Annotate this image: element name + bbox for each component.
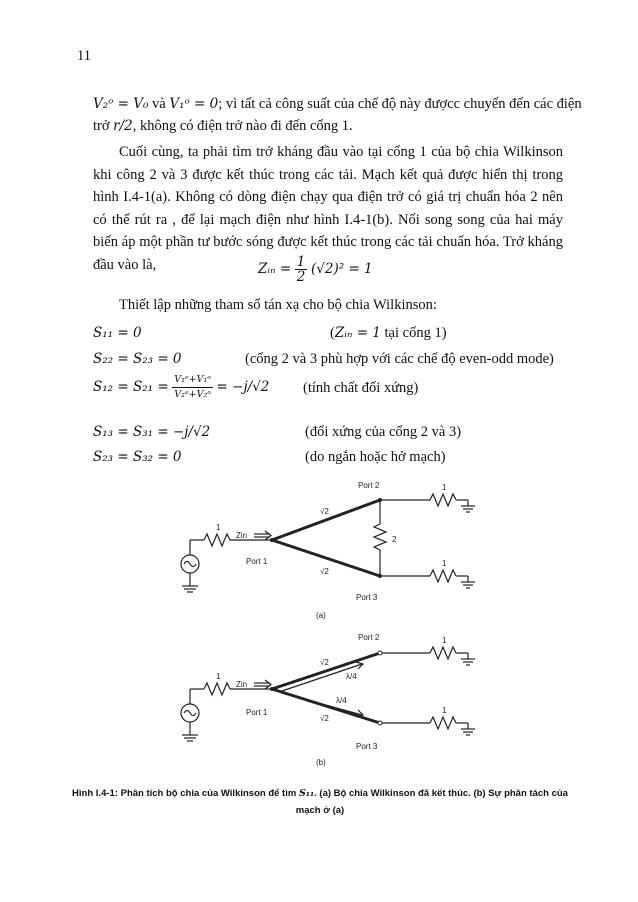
s22-note: (cổng 2 và 3 phù hợp với các chế độ even-odd mode): [245, 351, 554, 367]
para3: Thiết lập những tham số tán xạ cho bộ chia Wilkinson:: [119, 297, 437, 313]
caption-post: . (a) Bộ chia Wilkinson đã kết thúc. (b) Sự phân tách của mạch ở (a): [295, 788, 568, 816]
fig-a-resistor-label: 2: [392, 535, 397, 544]
zin-equation: [258, 254, 373, 284]
para1-line2-rest: , không có điện trở nào đi đến cổng 1.: [132, 118, 353, 134]
fig-a-load-bottom: 1: [442, 559, 447, 568]
fig-b-source-r: 1: [216, 672, 221, 681]
zin-frac-den: 2: [296, 269, 306, 286]
fig-b-load-bottom: 1: [442, 706, 447, 715]
s11-note-math: Zᵢₙ = 1: [334, 325, 381, 341]
s13-note: (đối xứng của cổng 2 và 3): [305, 424, 462, 440]
math-r2: r/2: [113, 118, 133, 134]
fig-b-port3: Port 3: [356, 742, 378, 751]
para2: Cuối cùng, ta phải tìm trở kháng đầu vào tại cổng 1 của bộ chia Wilkinson khi công 2 và 3 được kết thúc trong các tải. Mạch kết quả được hiển thị trong hình I.4-1(a). Không có dòng điện chạy qua điện trở có giá trị chuẩn hóa 2 nên có thể rút ra , để lại mạch điện như hình I.4-1(b). Nối song song của hai máy biến áp một phần tư bước sóng được kết thúc trong các tải chuẩn hóa. Trở kháng đầu vào là,: [93, 144, 563, 273]
fig-a-port2: Port 2: [358, 481, 380, 490]
s22-eq: [93, 350, 182, 368]
s23-math: S₂₃ = S₃₂ = 0: [93, 449, 182, 465]
fig-a-source-r: 1: [216, 523, 221, 532]
s11-note: (Zᵢₙ = 1 tại cổng 1): [330, 325, 447, 341]
math-v1o: V₁ᵒ = 0: [169, 96, 219, 112]
fig-b-sublabel: (b): [316, 758, 326, 767]
s11-eq: [93, 324, 142, 342]
fig-b-port2: Port 2: [358, 633, 380, 642]
s23-note: (do ngắn hoặc hở mạch): [305, 449, 446, 465]
fig-a-load-top: 1: [442, 483, 447, 492]
fig-a-port1: Port 1: [246, 557, 268, 566]
zin-frac-num: 1: [296, 254, 306, 271]
para1-line1-rest: ; vì tất cả công suất của chế độ này đượcc chuyển đến các điện: [218, 96, 582, 112]
fig-b-line-bottom: √2: [320, 714, 329, 723]
fig-a-line-bottom: √2: [320, 567, 329, 576]
fig-a-line-top: √2: [320, 507, 329, 516]
figure-caption: [70, 785, 570, 819]
s12-note: (tính chất đối xứng): [303, 380, 419, 396]
zin-fraction: [295, 255, 308, 284]
para1-line2: [93, 117, 353, 135]
caption-math: S₁₁: [298, 788, 315, 799]
s12-eq: [93, 372, 269, 402]
fig-b-port1: Port 1: [246, 708, 268, 717]
s12-math-post: = −j/√2: [216, 379, 270, 395]
figure-a-circuit: [170, 476, 480, 624]
fig-b-load-top: 1: [442, 636, 447, 645]
s11-math: S₁₁ = 0: [93, 325, 142, 341]
s13-eq: [93, 423, 210, 441]
s13-math: S₁₃ = S₃₁ = −j/√2: [93, 424, 211, 440]
para1-line2-pre: trở: [93, 118, 114, 134]
s12-frac-den: V₂ᵉ+V₂ᵒ: [174, 389, 211, 401]
s11-note-text: tại cổng 1): [380, 325, 447, 341]
fig-b-lambda-bottom: λ/4: [336, 696, 347, 705]
figure-b-circuit: [170, 627, 480, 769]
fig-a-port3: Port 3: [356, 593, 378, 602]
page-number: 11: [77, 48, 91, 64]
caption-pre: Hình I.4-1: Phân tích bộ chia của Wilkinson để tìm: [72, 788, 299, 799]
fig-b-zin: Zin: [236, 680, 248, 689]
zin-rest: (√2)² = 1: [311, 261, 373, 277]
text-and: và: [148, 96, 170, 112]
s12-frac-num: V₁ᵉ+V₁ᵒ: [172, 373, 213, 388]
s22-math: S₂₂ = S₂₃ = 0: [93, 351, 182, 367]
fig-b-line-top: √2: [320, 658, 329, 667]
s12-math-pre: S₁₂ = S₂₁ =: [93, 379, 169, 395]
s12-fraction: [172, 373, 213, 402]
zin-lhs: Zᵢₙ =: [258, 261, 292, 277]
math-v2o: V₂ᵒ = V₀: [93, 96, 149, 112]
para1-line1: [93, 95, 582, 113]
fig-a-zin: Zin: [236, 531, 248, 540]
fig-b-lambda-top: λ/4: [346, 672, 357, 681]
fig-a-sublabel: (a): [316, 611, 326, 620]
s23-eq: [93, 448, 182, 466]
